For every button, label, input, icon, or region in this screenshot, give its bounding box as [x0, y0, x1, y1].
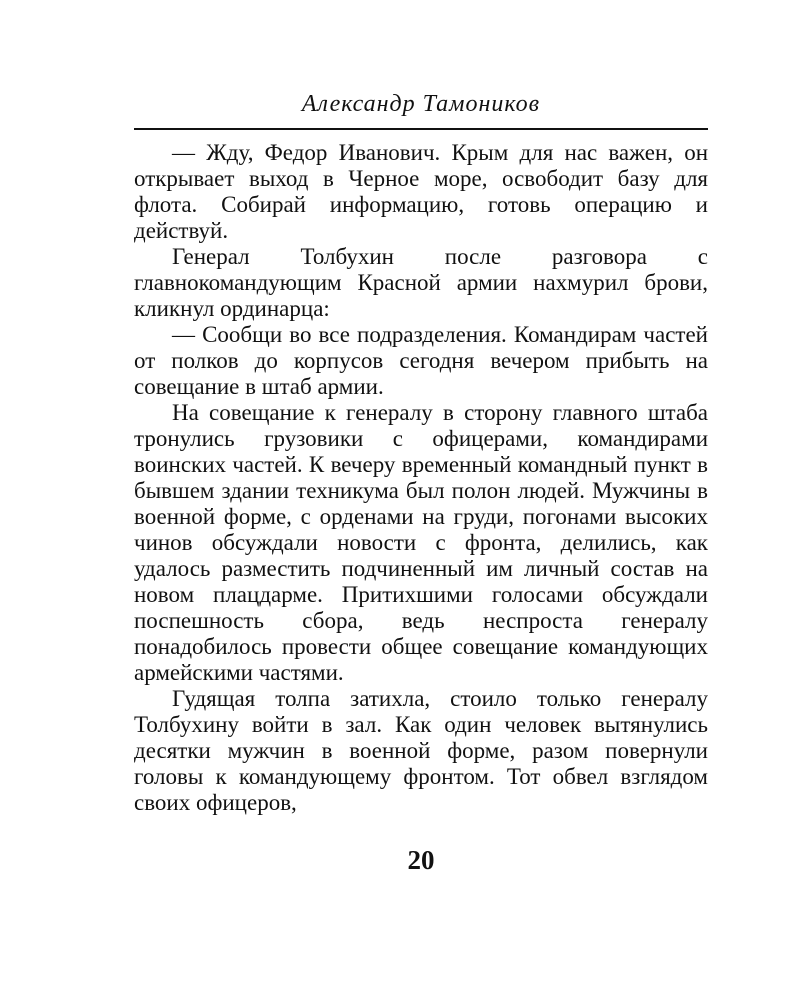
paragraph-2: Генерал Толбухин после разговора с главнокомандующим Красной армии нахмурил брови, кликнул ординарца: [134, 244, 708, 321]
page-body [134, 140, 708, 816]
running-header: Александр Тамоников [301, 91, 541, 117]
paragraph-5: Гудящая толпа затихла, стоило только генералу Толбухину войти в зал. Как один человек вытянулись десятки мужчин в военной форме, разом повернули головы к командующему фронтом. Тот обвел взглядом своих офицеров, [134, 686, 708, 815]
paragraph-3: — Сообщи во все подразделения. Командирам частей от полков до корпусов сегодня вечером прибыть на совещание в штаб армии. [134, 322, 708, 399]
header-rule [134, 128, 708, 130]
paragraph-1: — Жду, Федор Иванович. Крым для нас важен, он открывает выход в Черное море, освободит базу для флота. Собирай информацию, готовь операцию и действуй. [134, 140, 708, 243]
page-number: 20 [407, 845, 435, 875]
paragraph-4: На совещание к генералу в сторону главного штаба тронулись грузовики с офицерами, командирами воинских частей. К вечеру временный командный пункт в бывшем здании техникума был полон людей. Мужчины в военной форме, с орденами на груди, погонами высоких чинов обсуждали новости с фронта, делились, как удалось разместить подчиненный им личный состав на новом плацдарме. Притихшими голосами обсуждали поспешность сбора, ведь неспроста генералу понадобилось провести общее совещание командующих армейскими частями. [134, 400, 708, 685]
